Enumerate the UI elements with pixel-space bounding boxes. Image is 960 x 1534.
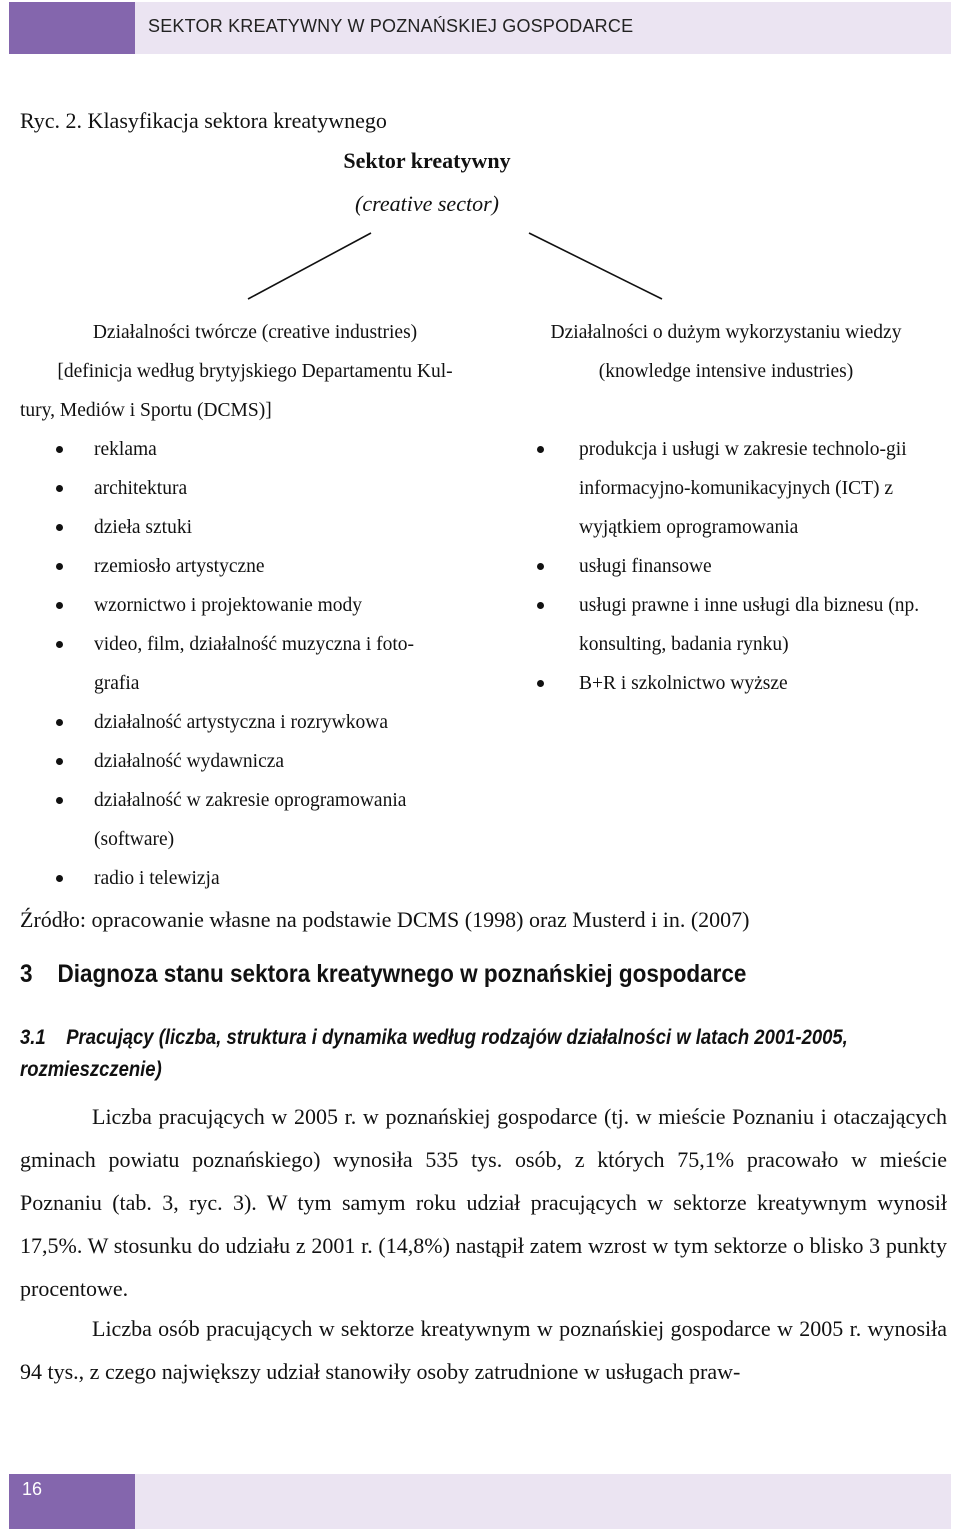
list-item: wzornictwo i projektowanie mody xyxy=(20,586,490,625)
connector-left xyxy=(248,233,371,299)
left-heading-line1: Działalności twórcze (creative industries) xyxy=(92,322,418,343)
list-item: architektura xyxy=(20,469,490,508)
paragraph-1 xyxy=(20,1095,947,1310)
paragraph-2-text: Liczba osób pracujących w sektorze kreatywnym w poznańskiej gospodarce w 2005 r. wynosiła 94 tys., z czego największy udział stanowiły osoby zatrudnione w usługach praw- xyxy=(20,1316,947,1384)
right-heading-line1: Działalności o dużym wykorzystaniu wiedzy xyxy=(550,322,902,343)
list-item: usługi finansowe xyxy=(505,547,945,586)
diagram-subtitle: (creative sector) xyxy=(355,191,499,216)
figure-caption: Ryc. 2. Klasyfikacja sektora kreatywnego xyxy=(20,108,387,133)
left-heading-line2: [definicja według brytyjskiego Departamentu Kul- xyxy=(57,361,453,382)
list-item: video, film, działalność muzyczna i foto-grafia xyxy=(20,625,490,703)
list-item: działalność artystyczna i rozrywkowa xyxy=(20,703,490,742)
diagram-title: Sektor kreatywny xyxy=(343,148,511,173)
paragraph-2 xyxy=(20,1307,947,1393)
connector-right xyxy=(529,233,662,299)
left-heading-line3: tury, Mediów i Sportu (DCMS)] xyxy=(20,400,272,421)
subsection-heading: 3.1 Pracujący (liczba, struktura i dynamika według rodzajów działalności w latach 2001-2005, rozmieszczenie) xyxy=(20,1026,853,1081)
right-branch-heading xyxy=(514,313,938,391)
figure-source: Źródło: opracowanie własne na podstawie DCMS (1998) oraz Musterd i in. (2007) xyxy=(20,907,750,932)
left-branch-heading xyxy=(20,313,490,430)
list-item: B+R i szkolnictwo wyższe xyxy=(505,664,945,703)
list-item: radio i telewizja xyxy=(20,859,490,898)
list-item: dzieła sztuki xyxy=(20,508,490,547)
right-heading-line2: (knowledge intensive industries) xyxy=(598,361,854,382)
left-branch-list xyxy=(20,430,490,898)
diagram-connectors xyxy=(0,225,960,305)
list-item: rzemiosło artystyczne xyxy=(20,547,490,586)
running-header: SEKTOR KREATYWNY W POZNAŃSKIEJ GOSPODARCE xyxy=(148,16,634,36)
paragraph-1-text: Liczba pracujących w 2005 r. w poznańskiej gospodarce (tj. w mieście Poznaniu i otaczających gminach powiatu poznańskiego) wynosiła 535 tys. osób, z których 75,1% pracowało w mieście Poznaniu (tab. 3, ryc. 3). W tym samym roku udział pracujących w sektorze kreatywnym wynosił 17,5%. W stosunku do udziału z 2001 r. (14,8%) nastąpił zatem wzrost w tym sektorze o blisko 3 punkty procentowe. xyxy=(20,1104,947,1301)
list-item: usługi prawne i inne usługi dla biznesu (np. konsulting, badania rynku) xyxy=(505,586,945,664)
list-item: działalność wydawnicza xyxy=(20,742,490,781)
list-item: działalność w zakresie oprogramowania (software) xyxy=(20,781,490,859)
footer-bar xyxy=(135,1474,951,1529)
right-branch-list xyxy=(505,430,945,703)
page-number: 16 xyxy=(22,1479,43,1499)
section-heading: 3 Diagnoza stanu sektora kreatywnego w poznańskiej gospodarce xyxy=(20,960,747,988)
list-item: reklama xyxy=(20,430,490,469)
list-item: produkcja i usługi w zakresie technolo-gii informacyjno-komunikacyjnych (ICT) z wyjątkiem oprogramowania xyxy=(505,430,945,547)
